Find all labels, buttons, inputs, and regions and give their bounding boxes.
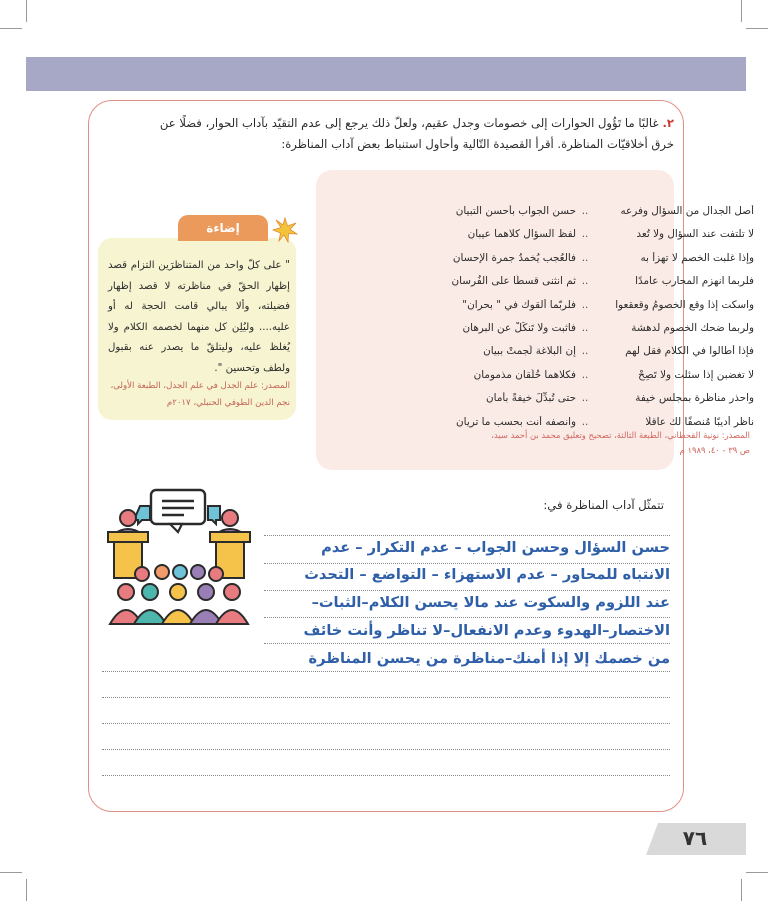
poem-second-hemistich: حتى تُبدِّلَ خيفةً بأمانِ bbox=[486, 392, 576, 405]
poem-first-hemistich: لا تغضبن إذا سئلت ولا تَصِحْ bbox=[638, 368, 754, 381]
insight-title: إضاءة bbox=[178, 215, 268, 241]
poem-first-hemistich: لا تلتفت عند السؤال ولا تُعد bbox=[636, 228, 754, 241]
poem-second-hemistich: فاثبت ولا تَنكَلْ عن البرهانِ bbox=[462, 322, 576, 334]
poem-separator: .. bbox=[581, 368, 589, 381]
poem-second-hemistich: فالعُجب يُخمدُ جمرة الإحسانِ bbox=[452, 251, 576, 264]
crop-mark bbox=[0, 28, 22, 29]
answer-line[interactable] bbox=[264, 643, 670, 644]
poem-verse bbox=[418, 223, 754, 245]
answer-line[interactable] bbox=[102, 723, 670, 724]
answer-text-1: حسن السؤال وحسن الجواب – عدم التكرار – عدم bbox=[321, 539, 670, 556]
crop-mark bbox=[741, 0, 742, 22]
burst-star-icon bbox=[272, 217, 298, 243]
poem-second-hemistich: فكلاهما خُلُقان مذمومانِ bbox=[473, 368, 576, 381]
poem-separator: .. bbox=[581, 415, 589, 428]
poem-second-hemistich: حسن الجواب بأحسن التبيانِ bbox=[455, 205, 576, 217]
poem-verse bbox=[418, 387, 754, 409]
poem-first-hemistich: فإذا أطالوا في الكلام فقل لهم bbox=[625, 345, 754, 358]
poem-separator: .. bbox=[581, 322, 589, 334]
poem-second-hemistich: فلربّما ألقوك في " بحرانِ" bbox=[462, 298, 576, 311]
poem-verse bbox=[418, 317, 754, 339]
poem-first-hemistich: واسكت إذا وقع الخصومُ وقعقعوا bbox=[615, 298, 754, 311]
answer-line[interactable] bbox=[264, 590, 670, 591]
exercise-number: ٢. bbox=[662, 116, 674, 130]
intro-line-1: غالبًا ما تَؤُول الحوارات إلى خصومات وجدل عقيم، ولعلّ ذلك يرجع إلى عدم التقيّد بآداب الحوار، فضلًا عن bbox=[159, 116, 659, 130]
exercise-prompt: تتمثّل آداب المناظرة في: bbox=[543, 498, 664, 512]
crop-mark bbox=[0, 872, 22, 873]
poem-first-hemistich: أصل الجدال من السؤال وفرعه bbox=[620, 205, 754, 217]
poem-second-hemistich: لفظ السؤال كلاهما عيبانِ bbox=[467, 228, 576, 241]
poem-first-hemistich: فلربما انهزم المحارب عامدًا bbox=[635, 275, 754, 288]
poem-separator: .. bbox=[581, 228, 589, 241]
crop-mark bbox=[741, 879, 742, 901]
crop-mark bbox=[26, 879, 27, 901]
answer-text-2: الانتباه للمحاور – عدم الاستهزاء – التواضع – التحدث bbox=[304, 566, 670, 583]
poem-separator: .. bbox=[581, 392, 589, 405]
answer-text-4: الاختصار–الهدوء وعدم الانفعال–لا تناظر وأنت خائف bbox=[303, 622, 670, 639]
poem-source-line-2: ص ٣٩ - ٤٠، ١٩٨٩ م bbox=[679, 445, 750, 455]
poem-verse bbox=[418, 200, 754, 222]
insight-source: المصدر: علم الجدل في علم الجدل، الطبعة الأولى، نجم الدين الطوفي الحنبلي، ٢٠١٧م bbox=[110, 381, 290, 408]
answer-line[interactable] bbox=[102, 671, 670, 672]
answer-line[interactable] bbox=[102, 775, 670, 776]
intro-paragraph bbox=[90, 113, 674, 155]
poem-separator: .. bbox=[581, 298, 589, 311]
poem-verse bbox=[418, 340, 754, 362]
insight-text: " على كلّ واحد من المتناظرَين التزام قصد إظهار الحقّ في مناظرته لا قصد إظهار فضيلته، وألا يبالي قامت الحجة له أو عليه.... وليُلِن كل منهما لخصمه الكلام ولا يُغلظ عليه، وليتلقّ ما يصدر عنه بقبول ولطف وتحسين ". bbox=[108, 260, 290, 374]
answer-line[interactable] bbox=[264, 617, 670, 618]
intro-line-2: خرق أخلاقيّات المناظرة. أقرأ القصيدة التّالية وأحاول استنباط بعض آداب المناظرة: bbox=[281, 137, 674, 151]
crop-mark bbox=[746, 28, 768, 29]
poem-separator: .. bbox=[581, 205, 589, 217]
answer-line[interactable] bbox=[264, 535, 670, 536]
poem-verse bbox=[418, 270, 754, 292]
answer-text-5: من خصمك إلا إذا أمنك–مناظرة من يحسن المناظرة bbox=[308, 650, 670, 667]
poem-first-hemistich: وإذا غلبت الخصم لا تهزأ به bbox=[640, 251, 754, 264]
poem-source-line-1: المصدر: نونية القحطاني، الطبعة الثالثة، تصحيح وتعليق محمد بن أحمد سيد، bbox=[491, 430, 750, 440]
poem-second-hemistich: ثم انثنى قسطًا على الفُرسانِ bbox=[451, 275, 576, 288]
poem-separator: .. bbox=[581, 251, 589, 264]
poem-separator: .. bbox=[581, 345, 589, 358]
poem-first-hemistich: ناظر أديبًا مُنصفًا لك عاقلًا bbox=[645, 415, 754, 428]
answer-line[interactable] bbox=[102, 749, 670, 750]
debate-discussion-illustration bbox=[104, 488, 254, 638]
crop-mark bbox=[26, 0, 27, 22]
poem-verse bbox=[418, 294, 754, 316]
poem-second-hemistich: إن البلاغة لُجمتْ ببيانِ bbox=[483, 345, 576, 358]
poem-verse bbox=[418, 364, 754, 386]
poem-first-hemistich: واحذر مناظرة بمجلس خيفة bbox=[635, 392, 754, 405]
page-number: ٧٦ bbox=[682, 826, 708, 850]
answer-line[interactable] bbox=[264, 563, 670, 564]
poem-source bbox=[410, 428, 750, 458]
answer-line[interactable] bbox=[102, 697, 670, 698]
poem-first-hemistich: ولربما ضحك الخصوم لدهشة bbox=[631, 322, 754, 334]
header-band bbox=[26, 57, 746, 91]
poem-verse bbox=[418, 247, 754, 269]
poem-second-hemistich: وانصفه أنت بحسب ما تريانِ bbox=[456, 415, 576, 428]
poem-separator: .. bbox=[581, 275, 589, 288]
answer-text-3: عند اللزوم والسكوت عند مالا يحسن الكلام–الثبات– bbox=[311, 594, 670, 611]
crop-mark bbox=[746, 872, 768, 873]
